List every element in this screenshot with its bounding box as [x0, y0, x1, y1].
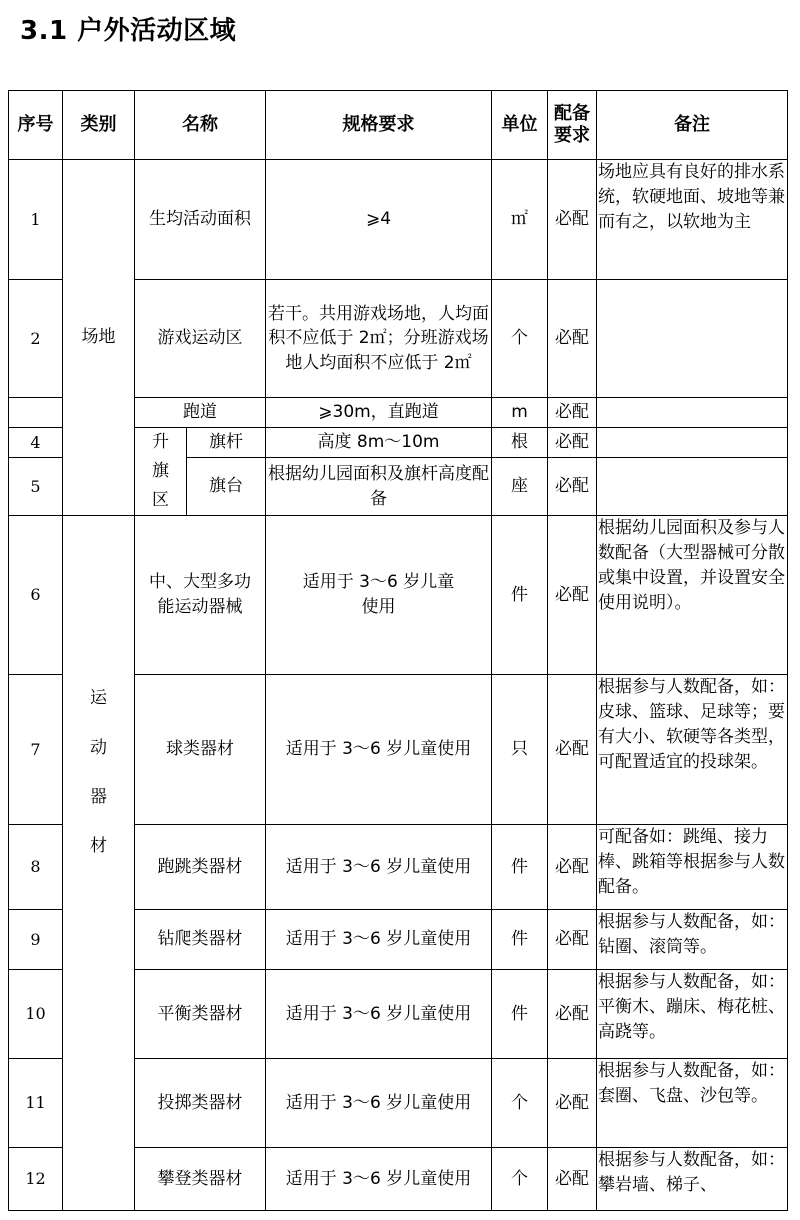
table-row — [9, 516, 788, 675]
header-spec: 规格要求 — [266, 91, 492, 160]
category-sports: 运动器材 — [63, 516, 135, 1211]
name-cell: 旗台 — [187, 458, 266, 516]
requirement-cell: 必配 — [548, 398, 597, 428]
unit-cell: 根 — [492, 428, 548, 458]
requirement-cell: 必配 — [548, 825, 597, 910]
name-cell: 跑道 — [135, 398, 266, 428]
spec-cell: 适用于 3～6 岁儿童使用 — [266, 516, 492, 675]
seq-cell: 9 — [9, 910, 63, 970]
unit-cell: m — [492, 398, 548, 428]
header-category: 类别 — [63, 91, 135, 160]
header-name: 名称 — [135, 91, 266, 160]
seq-cell: 11 — [9, 1059, 63, 1148]
spec-cell: ⩾4 — [266, 160, 492, 280]
seq-cell: 8 — [9, 825, 63, 910]
note-cell: 根据参与人数配备，如：平衡木、蹦床、梅花桩、高跷等。 — [597, 970, 788, 1059]
note-cell: 根据参与人数配备，如：攀岩墙、梯子、 — [597, 1148, 788, 1211]
requirement-cell: 必配 — [548, 280, 597, 398]
spec-cell: 适用于 3～6 岁儿童使用 — [266, 675, 492, 825]
name-cell: 游戏运动区 — [135, 280, 266, 398]
unit-cell: 件 — [492, 970, 548, 1059]
name-cell: 攀登类器材 — [135, 1148, 266, 1211]
unit-cell: 个 — [492, 1148, 548, 1211]
unit-cell: 件 — [492, 825, 548, 910]
requirement-cell: 必配 — [548, 1148, 597, 1211]
unit-cell: 座 — [492, 458, 548, 516]
requirement-cell: 必配 — [548, 516, 597, 675]
requirement-cell: 必配 — [548, 428, 597, 458]
spec-cell: 根据幼儿园面积及旗杆高度配备 — [266, 458, 492, 516]
header-unit: 单位 — [492, 91, 548, 160]
unit-cell: ㎡ — [492, 160, 548, 280]
name-cell: 球类器材 — [135, 675, 266, 825]
spec-cell: 适用于 3～6 岁儿童使用 — [266, 825, 492, 910]
unit-cell: 件 — [492, 516, 548, 675]
seq-cell: 7 — [9, 675, 63, 825]
name-cell: 旗杆 — [187, 428, 266, 458]
spec-cell: 若干。共用游戏场地，人均面积不应低于 2㎡；分班游戏场地人均面积不应低于 2㎡ — [266, 280, 492, 398]
note-cell — [597, 398, 788, 428]
requirement-cell: 必配 — [548, 970, 597, 1059]
unit-cell: 只 — [492, 675, 548, 825]
seq-cell — [9, 398, 63, 428]
seq-cell: 5 — [9, 458, 63, 516]
spec-cell: ⩾30m，直跑道 — [266, 398, 492, 428]
note-cell — [597, 428, 788, 458]
name-cell: 钻爬类器材 — [135, 910, 266, 970]
name-cell: 生均活动面积 — [135, 160, 266, 280]
equipment-table — [8, 90, 788, 1211]
requirement-cell: 必配 — [548, 1059, 597, 1148]
name-cell: 投掷类器材 — [135, 1059, 266, 1148]
note-cell: 根据参与人数配备，如：皮球、篮球、足球等；要有大小、软硬等各类型，可配置适宜的投球架。 — [597, 675, 788, 825]
table-row — [9, 160, 788, 280]
seq-cell: 6 — [9, 516, 63, 675]
subcategory-flag-area: 升旗区 — [135, 428, 187, 516]
name-cell: 平衡类器材 — [135, 970, 266, 1059]
spec-cell: 适用于 3～6 岁儿童使用 — [266, 910, 492, 970]
header-seq: 序号 — [9, 91, 63, 160]
note-cell — [597, 280, 788, 398]
note-cell: 场地应具有良好的排水系统，软硬地面、坡地等兼而有之，以软地为主 — [597, 160, 788, 280]
seq-cell: 10 — [9, 970, 63, 1059]
note-cell: 根据参与人数配备，如：钻圈、滚筒等。 — [597, 910, 788, 970]
spec-cell: 高度 8m～10m — [266, 428, 492, 458]
header-requirement: 配备 要求 — [548, 91, 597, 160]
unit-cell: 件 — [492, 910, 548, 970]
spec-cell: 适用于 3～6 岁儿童使用 — [266, 1059, 492, 1148]
requirement-cell: 必配 — [548, 675, 597, 825]
note-cell — [597, 458, 788, 516]
requirement-cell: 必配 — [548, 160, 597, 280]
seq-cell: 4 — [9, 428, 63, 458]
seq-cell: 1 — [9, 160, 63, 280]
note-cell: 根据幼儿园面积及参与人数配备（大型器械可分散或集中设置，并设置安全使用说明）。 — [597, 516, 788, 675]
seq-cell: 2 — [9, 280, 63, 398]
name-cell: 中、大型多功能运动器械 — [135, 516, 266, 675]
note-cell: 根据参与人数配备，如：套圈、飞盘、沙包等。 — [597, 1059, 788, 1148]
name-cell: 跑跳类器材 — [135, 825, 266, 910]
header-note: 备注 — [597, 91, 788, 160]
seq-cell: 12 — [9, 1148, 63, 1211]
requirement-cell: 必配 — [548, 458, 597, 516]
unit-cell: 个 — [492, 1059, 548, 1148]
section-title: 3.1 户外活动区域 — [20, 16, 237, 46]
note-cell: 可配备如：跳绳、接力棒、跳箱等根据参与人数配备。 — [597, 825, 788, 910]
header-row — [9, 91, 788, 160]
unit-cell: 个 — [492, 280, 548, 398]
requirement-cell: 必配 — [548, 910, 597, 970]
category-site: 场地 — [63, 160, 135, 516]
spec-cell: 适用于 3～6 岁儿童使用 — [266, 970, 492, 1059]
spec-cell: 适用于 3～6 岁儿童使用 — [266, 1148, 492, 1211]
